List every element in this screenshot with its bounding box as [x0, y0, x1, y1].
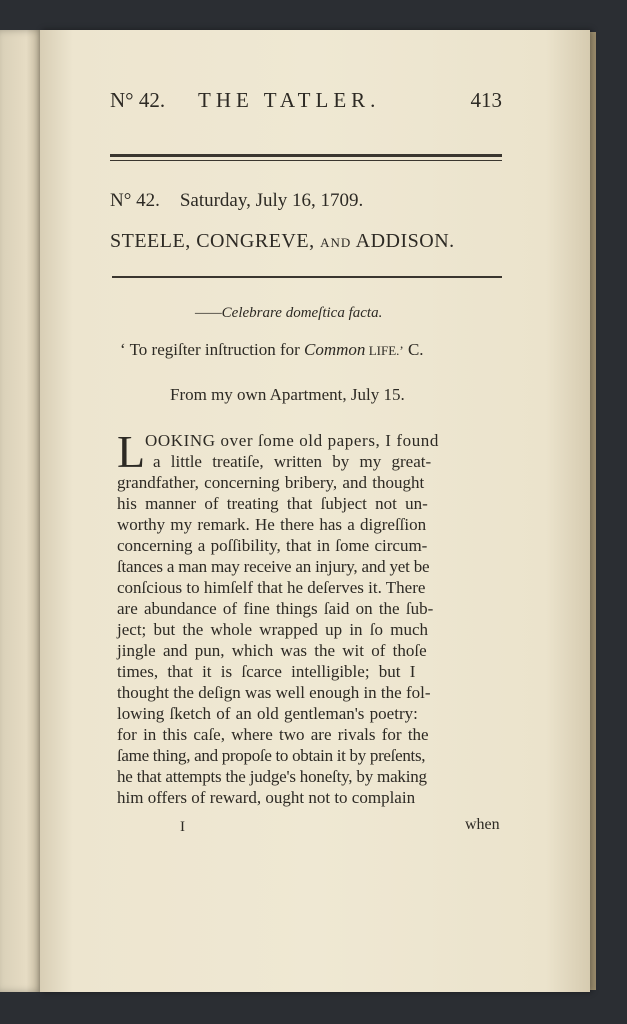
body-line: thought the deſign was well enough in the fol- [117, 683, 431, 702]
body-line: conſcious to himſelf that he deſerves it. There [117, 578, 426, 597]
header-rule-thick [110, 154, 502, 157]
body-line: him offers of reward, ought not to complain [117, 788, 416, 807]
issue-line [110, 190, 510, 212]
body-line: concerning a poſſibility, that in ſome circum- [117, 536, 428, 555]
body-line: ſame thing, and propoſe to obtain it by preſents, [117, 746, 426, 765]
body-line: ject; but the whole wrapped up in ſo much [117, 620, 429, 639]
authors-line [110, 230, 510, 253]
translation-smallcaps: LIFE.’ [365, 343, 404, 358]
body-line: grandfather, concerning bribery, and thought [117, 473, 425, 492]
section-rule [112, 276, 502, 278]
translation-italic: Common [304, 340, 366, 359]
body-line: a little treatiſe, written by my great- [153, 452, 432, 471]
signature-mark: I [180, 819, 185, 835]
body-line: jingle and pun, which was the wit of thoſe [117, 641, 427, 660]
body-line: are abundance of fine things ſaid on the ſub- [117, 599, 434, 618]
body-line: ſtances a man may receive an injury, and yet be [117, 557, 430, 576]
body-line: his manner of treating that ſubject not un- [117, 494, 428, 513]
body-line: lowing ſketch of an old gentleman's poetry: [117, 704, 418, 723]
drop-cap: L [117, 426, 146, 477]
body-line: times, that it is ſcarce intelligible; but I [117, 662, 416, 681]
authors-last: ADDISON. [355, 230, 455, 252]
authors-and: AND [320, 235, 352, 250]
header-rule-thin [110, 160, 502, 161]
body-line: worthy my remark. He there has a digreſſion [117, 515, 427, 534]
dateline: From my own Apartment, July 15. [170, 385, 405, 404]
page-number: 413 [470, 88, 502, 112]
latin-motto: ——Celebrare domeſtica facta. [195, 305, 383, 321]
motto-translation [120, 340, 424, 360]
issue-number: N° 42. [110, 190, 160, 211]
facing-page-edge [0, 30, 44, 992]
body-line: OOKING over ſome old papers, I found [145, 431, 440, 450]
authors-names: STEELE, CONGREVE, [110, 230, 315, 252]
running-head [110, 88, 502, 118]
catchword: when [465, 816, 500, 833]
running-head-title: THE TATLER. [198, 88, 381, 112]
body-line: he that attempts the judge's honeſty, by making [117, 767, 427, 786]
issue-date: Saturday, July 16, 1709. [179, 190, 364, 211]
running-head-number: N° 42. [110, 88, 166, 112]
translation-prefix: ‘ To regiſter inſtruction for [120, 340, 305, 359]
body-line: for in this caſe, where two are rivals for the [117, 725, 429, 744]
translation-suffix: C. [403, 340, 424, 359]
